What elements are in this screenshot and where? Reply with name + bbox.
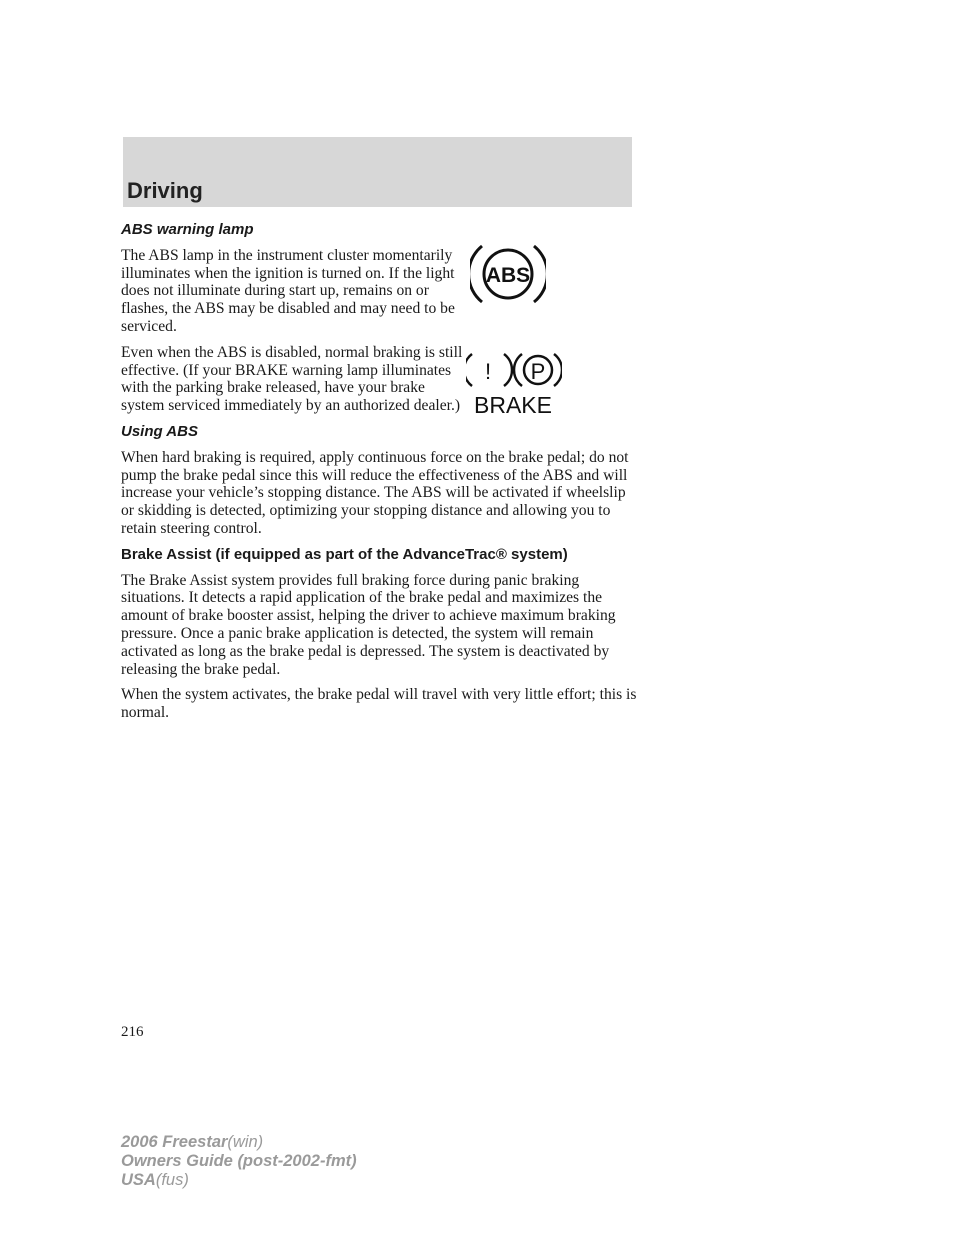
footer-model: 2006 Freestar xyxy=(121,1133,228,1151)
document-footer xyxy=(121,1133,357,1190)
heading-abs-warning-lamp: ABS warning lamp xyxy=(121,221,254,238)
paragraph-using-abs: When hard braking is required, apply continuous force on the brake pedal; do not pump the brake pedal since this will reduce the effectiveness of the ABS and will increase your vehicle’s stopping distance. The ABS will be activated if wheelslip or skidding is detected, optimizing your stopping distance and allowing you to retain steering control. xyxy=(121,448,629,537)
section-title: Driving xyxy=(127,178,203,203)
paragraph-abs-disabled: Even when the ABS is disabled, normal braking is still effective. (If your BRAKE warning lamp illuminates with the parking brake released, have your brake system serviced immediately by an authorized dealer.) xyxy=(121,343,463,415)
footer-guide: Owners Guide (post-2002-fmt) xyxy=(121,1152,357,1170)
brake-icon-label: BRAKE xyxy=(474,392,552,416)
heading-brake-assist: Brake Assist (if equipped as part of the AdvanceTrac® system) xyxy=(121,545,568,563)
page-number: 216 xyxy=(121,1024,144,1040)
heading-using-abs: Using ABS xyxy=(121,422,198,440)
paragraph-brake-assist: The Brake Assist system provides full braking force during panic braking situations. It detects a rapid application of the brake pedal and maximizes the amount of brake booster assist, helping the driver to achieve maximum braking pressure. Once a panic brake application is detected, the system will remain activated as long as the brake pedal is depressed. The system is deactivated by releasing the brake pedal. xyxy=(121,571,616,678)
paragraph-brake-assist-note: When the system activates, the brake pedal will travel with very little effort; this is normal. xyxy=(121,686,637,722)
exclamation-icon: ! xyxy=(484,359,492,384)
footer-market: USA xyxy=(121,1171,156,1189)
paragraph-abs-lamp: The ABS lamp in the instrument cluster momentarily illuminates when the ignition is turned on. If the light does not illuminate during start up, remains on or flashes, the ABS may be disabled and may need to be serviced. xyxy=(121,246,455,335)
footer-market-code: (fus) xyxy=(155,1171,189,1189)
page-content xyxy=(121,221,641,730)
footer-model-code: (win) xyxy=(227,1133,264,1151)
parking-p-icon: P xyxy=(530,359,546,384)
abs-icon-label: ABS xyxy=(485,264,531,287)
